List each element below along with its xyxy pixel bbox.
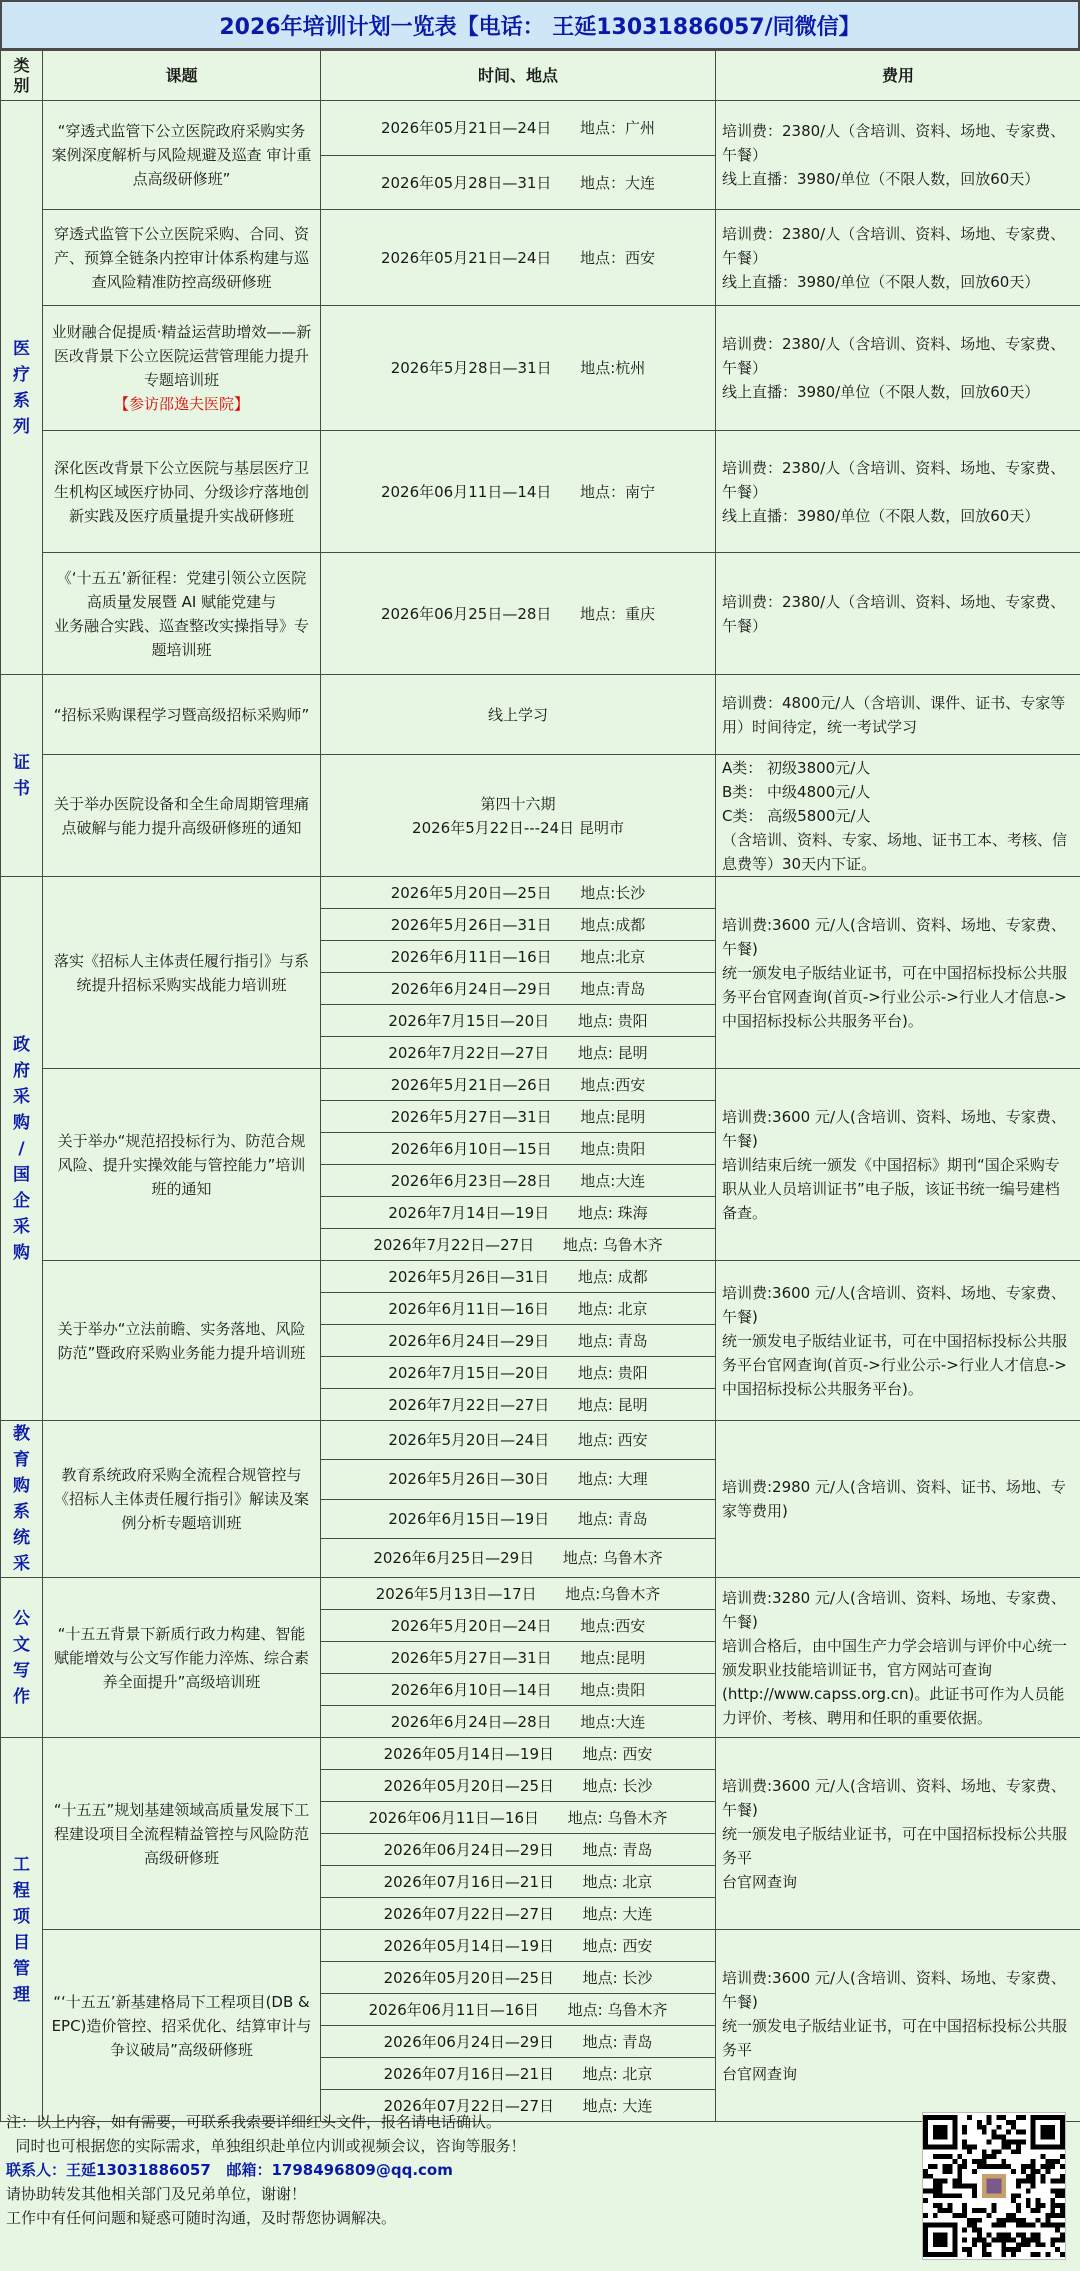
time-location: 2026年05月21日—24日 地点：西安 (321, 210, 716, 306)
time-location: 2026年05月14日—19日 地点: 西安 (321, 1930, 716, 1962)
course-title (43, 210, 321, 306)
category-eng: 工 程 项 目 管 理 (1, 1738, 43, 2122)
table-row (1, 675, 1080, 755)
time-location: 2026年6月11日—16日 地点:北京 (321, 941, 716, 973)
time-location: 2026年06月24日—29日 地点: 青岛 (321, 2026, 716, 2058)
header-fee: 费用 (716, 51, 1080, 101)
course-title (43, 1421, 321, 1578)
fee-info: 培训费：2380/人（含培训、资料、场地、专家费、午餐） 线上直播：3980/单位（不限人数，回放60天） (716, 101, 1080, 210)
time-location: 2026年7月22日—27日 地点: 乌鲁木齐 (321, 1229, 716, 1261)
course-title (43, 306, 321, 431)
time-location: 2026年6月24日—28日 地点:大连 (321, 1706, 716, 1738)
time-location: 2026年6月25日—29日 地点: 乌鲁木齐 (321, 1538, 716, 1577)
time-location: 2026年6月15日—19日 地点: 青岛 (321, 1499, 716, 1538)
fee-info: A类： 初级3800元/人 B类： 中级4800元/人 C类： 高级5800元/人 （含培训、资料、专家、场地、证书工本、考核、信息费等）30天内下证。 (716, 755, 1080, 877)
schedule-table (0, 50, 1080, 2122)
time-location: 线上学习 (321, 675, 716, 755)
time-location: 2026年5月26日—30日 地点: 大理 (321, 1460, 716, 1499)
time-location: 2026年5月26日—31日 地点: 成都 (321, 1261, 716, 1293)
fee-info: 培训费:3600 元/人(含培训、资料、场地、专家费、午餐) 培训结束后统一颁发《中国招标》期刊“国企采购专职从业人员培训证书”电子版，该证书统一编号建档备查。 (716, 1069, 1080, 1261)
course-name: 业财融合促提质·精益运营助增效——新医改背景下公立医院运营管理能力提升专题培训班 (51, 323, 312, 389)
fee-info: 培训费:2980 元/人(含培训、资料、证书、场地、专家等费用) (716, 1421, 1080, 1578)
time-location: 2026年06月11日—16日 地点: 乌鲁木齐 (321, 1802, 716, 1834)
course-name: 教育系统政府采购全流程合规管控与《招标人主体责任履行指引》解读及案例分析专题培训班 (53, 1466, 309, 1532)
footer-support: 工作中有任何问题和疑惑可随时沟通，及时帮您协调解决。 (6, 2209, 397, 2227)
time-location: 2026年6月24日—29日 地点:青岛 (321, 973, 716, 1005)
category-edu: 教 育 购 系 统 采 (1, 1421, 43, 1578)
course-name: 关于举办医院设备和全生命周期管理痛点破解与能力提升高级研修班的通知 (53, 794, 309, 837)
course-title (43, 431, 321, 553)
table-row (1, 431, 1080, 553)
time-location: 2026年07月22日—27日 地点: 大连 (321, 2090, 716, 2122)
time-location: 2026年7月14日—19日 地点: 珠海 (321, 1197, 716, 1229)
time-location: 2026年5月20日—25日 地点:长沙 (321, 877, 716, 909)
course-name: 落实《招标人主体责任履行指引》与系统提升招标采购实战能力培训班 (53, 951, 309, 994)
course-title (43, 1930, 321, 2122)
table-row (1, 1069, 1080, 1101)
course-name: 关于举办“规范招投标行为、防范合规风险、提升实操效能与管控能力”培训班的通知 (57, 1131, 306, 1198)
fee-info: 培训费:3600 元/人(含培训、资料、场地、专家费、午餐) 统一颁发电子版结业证书，可在中国招标投标公共服务平 台官网查询 (716, 1930, 1080, 2122)
course-title (43, 1069, 321, 1261)
qr-code-image (922, 2112, 1066, 2260)
time-location: 2026年5月20日—24日 地点: 西安 (321, 1421, 716, 1460)
course-title (43, 877, 321, 1069)
footer-contact: 联系人：王延13031886057 邮箱：1798496809@qq.com (6, 2161, 453, 2179)
table-row (1, 1578, 1080, 1610)
time-location: 2026年6月11日—16日 地点: 北京 (321, 1293, 716, 1325)
course-name: “穿透式监管下公立医院政府采购实务案例深度解析与风险规避及巡查 审计重点高级研修班” (51, 122, 312, 188)
time-location: 2026年5月20日—24日 地点:西安 (321, 1610, 716, 1642)
table-row (1, 1930, 1080, 1962)
table-row (1, 210, 1080, 306)
time-location: 2026年05月21日—24日 地点：广州 (321, 101, 716, 156)
time-location: 2026年5月28日—31日 地点:杭州 (321, 306, 716, 431)
time-location: 2026年07月16日—21日 地点: 北京 (321, 1866, 716, 1898)
time-location: 2026年05月14日—19日 地点: 西安 (321, 1738, 716, 1770)
fee-info: 培训费：2380/人（含培训、资料、场地、专家费、午餐） 线上直播：3980/单位（不限人数，回放60天） (716, 306, 1080, 431)
time-location: 2026年05月28日—31日 地点：大连 (321, 156, 716, 210)
time-location: 2026年05月20日—25日 地点: 长沙 (321, 1770, 716, 1802)
time-location: 2026年06月11日—16日 地点: 乌鲁木齐 (321, 1994, 716, 2026)
table-row (1, 877, 1080, 909)
table-row (1, 1421, 1080, 1460)
course-title (43, 1261, 321, 1421)
time-location: 2026年6月10日—15日 地点:贵阳 (321, 1133, 716, 1165)
table-row (1, 1261, 1080, 1293)
course-name: “十五五”规划基建领域高质量发展下工程建设项目全流程精益管控与风险防范高级研修班 (53, 1800, 310, 1867)
fee-info: 培训费:3280 元/人(含培训、资料、场地、专家费、午餐) 培训合格后，由中国生产力学会培训与评价中心统一颁发职业技能培训证书，官方网站可查询(http://www.capss.org.cn)。此证书可作为人员能力评价、考核、聘用和任职的重要依据。 (716, 1578, 1080, 1738)
fee-info: 培训费：2380/人（含培训、资料、场地、专家费、午餐） (716, 553, 1080, 675)
category-medical: 医 疗 系 列 (1, 101, 43, 675)
time-location: 2026年07月22日—27日 地点: 大连 (321, 1898, 716, 1930)
footer-forward: 请协助转发其他相关部门及兄弟单位，谢谢！ (6, 2185, 307, 2203)
page-title: 2026年培训计划一览表【电话： 王延13031886057/同微信】 (0, 0, 1080, 50)
course-name: “‘十五五’新基建格局下工程项目(DB & EPC)造价管控、招采优化、结算审计与争议破局”高级研修班 (51, 1992, 312, 2059)
time-location: 2026年7月22日—27日 地点: 昆明 (321, 1389, 716, 1421)
time-location: 2026年5月13日—17日 地点:乌鲁木齐 (321, 1578, 716, 1610)
course-name: 深化医改背景下公立医院与基层医疗卫生机构区域医疗协同、分级诊疗落地创新实践及医疗质量提升实战研修班 (53, 458, 309, 525)
fee-info: 培训费:3600 元/人(含培训、资料、场地、专家费、午餐) 统一颁发电子版结业证书，可在中国招标投标公共服务平 台官网查询 (716, 1738, 1080, 1930)
category-gov: 政 府 采 购 / 国 企 采 购 (1, 877, 43, 1421)
course-name: 穿透式监管下公立医院采购、合同、资产、预算全链条内控审计体系构建与巡查风险精准防控高级研修班 (53, 224, 309, 291)
time-location: 2026年5月27日—31日 地点:昆明 (321, 1642, 716, 1674)
table-row (1, 755, 1080, 877)
time-location: 2026年06月25日—28日 地点：重庆 (321, 553, 716, 675)
table-row (1, 1738, 1080, 1770)
header-time: 时间、地点 (321, 51, 716, 101)
table-row (1, 101, 1080, 156)
time-location: 2026年7月22日—27日 地点: 昆明 (321, 1037, 716, 1069)
course-title (43, 675, 321, 755)
course-name: “招标采购课程学习暨高级招标采购师” (53, 705, 310, 724)
time-location: 2026年7月15日—20日 地点: 贵阳 (321, 1005, 716, 1037)
time-location: 2026年5月21日—26日 地点:西安 (321, 1069, 716, 1101)
time-location: 2026年06月11日—14日 地点：南宁 (321, 431, 716, 553)
fee-info: 培训费:3600 元/人(含培训、资料、场地、专家费、午餐) 统一颁发电子版结业证书，可在中国招标投标公共服务平台官网查询(首页->行业公示->行业人才信息->中国招标投标公共服务平台)。 (716, 1261, 1080, 1421)
time-location: 2026年6月10日—14日 地点:贵阳 (321, 1674, 716, 1706)
table-row (1, 553, 1080, 675)
table-row (1, 306, 1080, 431)
header-category: 类 别 (1, 51, 43, 101)
course-name: 《‘十五五’新征程：党建引领公立医院高质量发展暨 AI 赋能党建与 业务融合实践、巡查整改实操指导》专题培训班 (53, 568, 309, 659)
footer (0, 2104, 1080, 2271)
footer-note: 注：以上内容，如有需要，可联系我索要详细红头文件，报名请电话确认。 (6, 2113, 502, 2131)
footer-service: 同时也可根据您的实际需求，单独组织赴单位内训或视频会议，咨询等服务！ (6, 2137, 526, 2155)
fee-info: 培训费：2380/人（含培训、资料、场地、专家费、午餐） 线上直播：3980/单位（不限人数，回放60天） (716, 431, 1080, 553)
course-title (43, 755, 321, 877)
time-location: 2026年7月15日—20日 地点: 贵阳 (321, 1357, 716, 1389)
course-note: 【参访邵逸夫医院】 (113, 395, 249, 413)
time-location: 2026年5月26日—31日 地点:成都 (321, 909, 716, 941)
category-writing: 公 文 写 作 (1, 1578, 43, 1738)
course-title (43, 1738, 321, 1930)
fee-info: 培训费：2380/人（含培训、资料、场地、专家费、午餐） 线上直播：3980/单位（不限人数，回放60天） (716, 210, 1080, 306)
time-location: 2026年05月20日—25日 地点: 长沙 (321, 1962, 716, 1994)
time-location: 2026年6月24日—29日 地点: 青岛 (321, 1325, 716, 1357)
fee-info: 培训费:3600 元/人(含培训、资料、场地、专家费、午餐) 统一颁发电子版结业证书，可在中国招标投标公共服务平台官网查询(首页->行业公示->行业人才信息->中国招标投标公共服务平台)。 (716, 877, 1080, 1069)
time-location: 2026年06月24日—29日 地点: 青岛 (321, 1834, 716, 1866)
time-location: 2026年5月27日—31日 地点:昆明 (321, 1101, 716, 1133)
course-title (43, 553, 321, 675)
course-title (43, 1578, 321, 1738)
course-name: “十五五背景下新质行政力构建、智能赋能增效与公文写作能力淬炼、综合素养全面提升”高级培训班 (53, 1624, 309, 1691)
time-location: 2026年6月23日—28日 地点:大连 (321, 1165, 716, 1197)
fee-info: 培训费：4800元/人（含培训、课件、证书、专家等用）时间待定，统一考试学习 (716, 675, 1080, 755)
course-title (43, 101, 321, 210)
category-cert: 证 书 (1, 675, 43, 877)
header-course: 课题 (43, 51, 321, 101)
course-name: 关于举办“立法前瞻、实务落地、风险防范”暨政府采购业务能力提升培训班 (57, 1319, 306, 1362)
time-location: 第四十六期 2026年5月22日---24日 昆明市 (321, 755, 716, 877)
time-location: 2026年07月16日—21日 地点: 北京 (321, 2058, 716, 2090)
